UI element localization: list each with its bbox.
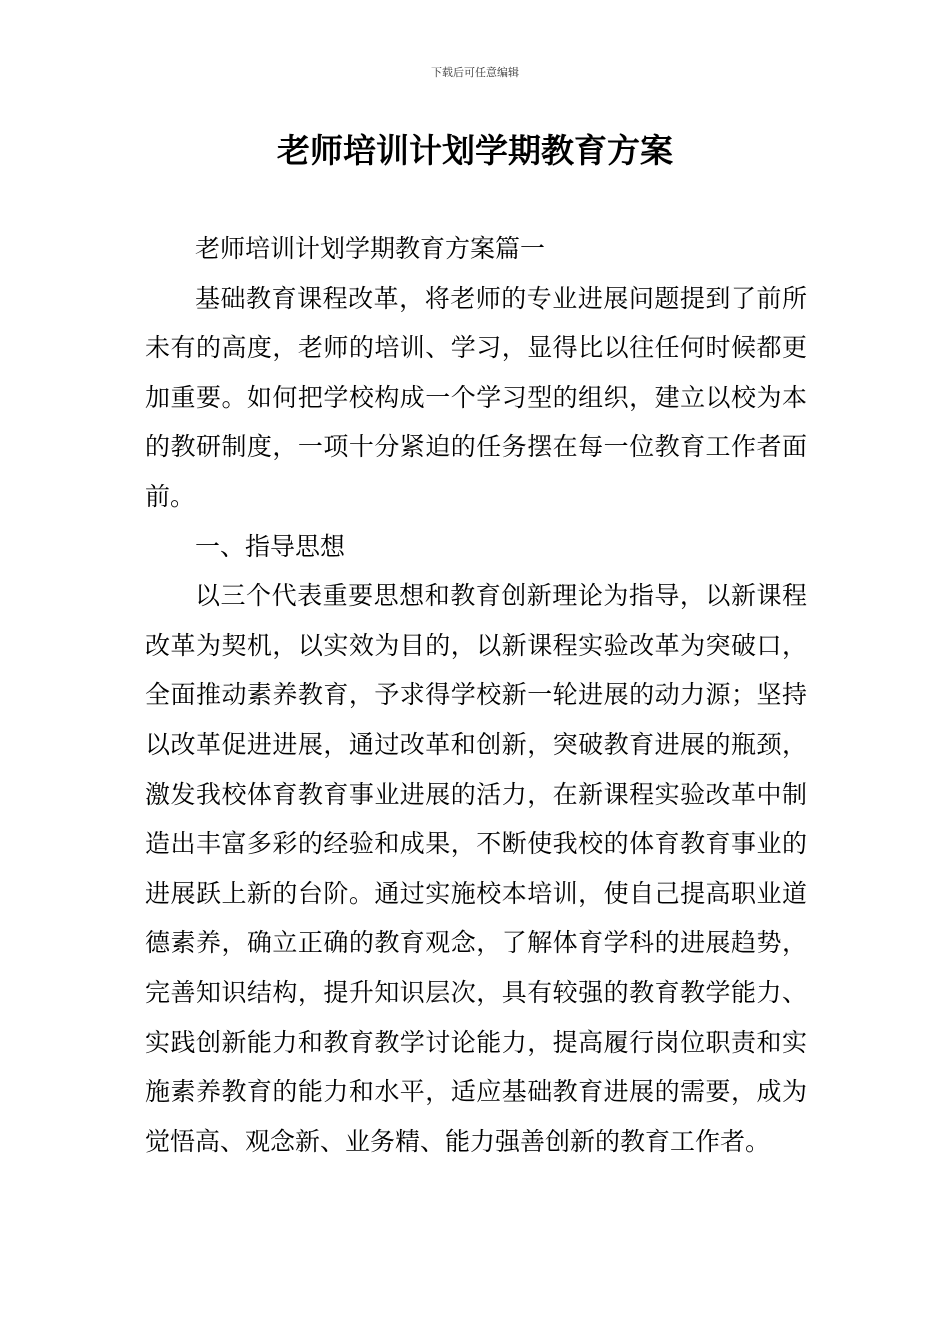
section-heading-part-one: 老师培训计划学期教育方案篇一 xyxy=(195,234,546,263)
header-note: 下载后可任意编辑 xyxy=(431,66,519,79)
intro-paragraph: 基础教育课程改革，将老师的专业进展问题提到了前所未有的高度，老师的培训、学习，显得比以往任何时候都更加重要。如何把学校构成一个学习型的组织，建立以校为本的教研制度，一项十分紧迫的任务摆在每一位教育工作者面前。 xyxy=(145,283,807,511)
section-heading-guiding-ideology: 一、指导思想 xyxy=(195,531,346,561)
guiding-ideology-paragraph: 以三个代表重要思想和教育创新理论为指导，以新课程改革为契机，以实效为目的，以新课程实验改革为突破口，全面推动素养教育，予求得学校新一轮进展的动力源；坚持以改革促进进展，通过改革和创新，突破教育进展的瓶颈，激发我校体育教育事业进展的活力，在新课程实验改革中制造出丰富多彩的经验和成果，不断使我校的体育教育事业的进展跃上新的台阶。通过实施校本培训，使自己提高职业道德素养，确立正确的教育观念，了解体育学科的进展趋势，完善知识结构，提升知识层次，具有较强的教育教学能力、实践创新能力和教育教学讨论能力，提高履行岗位职责和实施素养教育的能力和水平，适应基础教育进展的需要，成为觉悟高、观念新、业务精、能力强善创新的教育工作者。 xyxy=(145,581,807,1156)
document-title: 老师培训计划学期教育方案 xyxy=(277,131,673,170)
document-body xyxy=(145,224,807,1166)
